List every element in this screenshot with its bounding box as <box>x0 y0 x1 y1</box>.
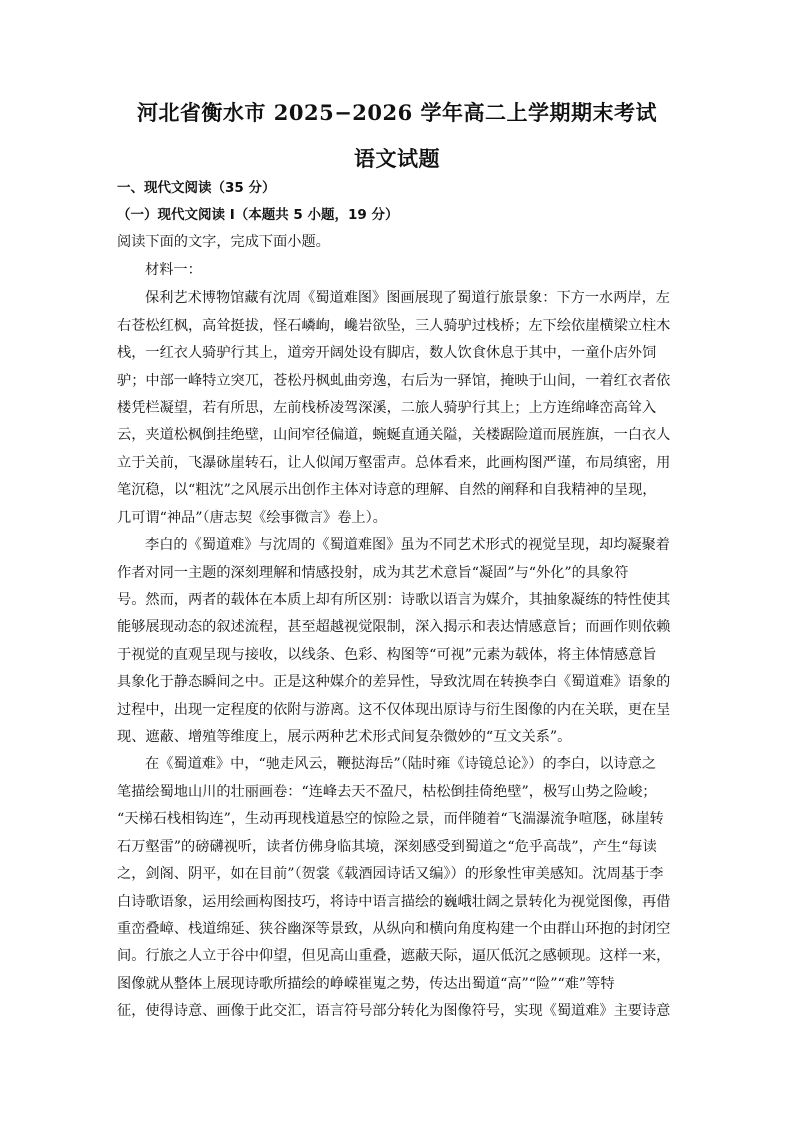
paragraph-line: 石万壑雷”的磅礴视听，读者仿佛身临其境，深刻感受到蜀道之“危乎高哉”，产生“每读 <box>117 839 657 855</box>
paragraph-line: 李白的《蜀道难》与沈周的《蜀道难图》虽为不同艺术形式的视觉呈现，却均凝聚着 <box>145 537 670 553</box>
paragraph-line: 白诗歌语象，运用绘画构图技巧，将诗中语言描绘的巍峨壮阔之景转化为视觉图像，再借 <box>117 894 671 910</box>
paragraph-line: 作者对同一主题的深刻理解和情感投射，成为其艺术意旨“凝固”与“外化”的具象符 <box>117 565 629 581</box>
paragraph-line: “天梯石栈相钩连”，生动再现栈道悬空的惊险之景，而伴随着“飞湍瀑流争喧豗，砯崖转 <box>117 811 664 827</box>
paragraph-line: 楼凭栏凝望，若有所思，左前栈桥凌驾深溪，二旅人骑驴行其上；上方连绵峰峦高耸入 <box>117 400 657 416</box>
paragraph-line: 之，剑阁、阴平，如在目前”（贺裳《载酒园诗话又编》）的形象性审美感知。沈周基于李 <box>117 866 664 882</box>
paragraph-line: 于视觉的直观呈现与接收，以线条、色彩、构图等“可视”元素为载体，将主体情感意旨 <box>117 647 657 663</box>
paragraph-line: 号。然而，两者的载体在本质上却有所区别：诗歌以语言为媒介，其抽象凝练的特性使其 <box>117 592 671 608</box>
paragraph-line: 笔沉稳，以“粗沈”之风展示出创作主体对诗意的理解、自然的阐释和自我精神的呈现， <box>117 482 657 498</box>
paragraph-line: 间。行旅之人立于谷中仰望，但见高山重叠，遮蔽天际，逼仄低沉之感顿现。这样一来， <box>117 948 671 964</box>
paragraph-line: 过程中，出现一定程度的依附与游离。这不仅体现出原诗与衍生图像的内在关联，更在呈 <box>117 702 671 718</box>
paragraph-line: 驴；中部一峰特立突兀，苍松丹枫虬曲旁逸，右后为一驿馆，掩映于山间，一着红衣者依 <box>117 373 671 389</box>
paragraph-line: 立于关前，飞瀑砯崖转石，让人似闻万壑雷声。总体看来，此画构图严谨，布局缜密，用 <box>117 455 671 471</box>
instruction-text: 阅读下面的文字，完成下面小题。 <box>117 234 330 250</box>
paragraph-line: 笔描绘蜀地山川的壮丽画卷：“连峰去天不盈尺，枯松倒挂倚绝壁”，极写山势之险峻； <box>117 784 657 800</box>
section-heading: 一、现代文阅读（35 分） <box>117 180 276 196</box>
exam-title: 河北省衡水市 2025−2026 学年高二上学期期末考试 <box>136 100 658 125</box>
material-label: 材料一： <box>145 262 202 278</box>
subsection-heading: （一）现代文阅读 I（本题共 5 小题，19 分） <box>117 207 399 223</box>
exam-subtitle: 语文试题 <box>354 146 440 171</box>
paragraph-line: 现、遮蔽、增殖等维度上，展示两种艺术形式间复杂微妙的“互文关系”。 <box>117 729 572 745</box>
paragraph-line: 云，夹道松枫倒挂绝壁，山间窄径偏道，蜿蜒直通关隘，关楼踞险道而展旌旗，一白衣人 <box>117 427 671 443</box>
paragraph-line: 在《蜀道难》中，“驰走风云，鞭挞海岳”（陆时雍《诗镜总论》）的李白，以诗意之 <box>145 756 657 772</box>
paragraph-line: 能够展现动态的叙述流程，甚至超越视觉限制，深入揭示和表达情感意旨；而画作则依赖 <box>117 619 671 635</box>
paragraph-line: 保利艺术博物馆藏有沈周《蜀道难图》图画展现了蜀道行旅景象：下方一水两岸，左 <box>145 290 670 306</box>
paragraph-line: 具象化于静态瞬间之中。正是这种媒介的差异性，导致沈周在转换李白《蜀道难》语象的 <box>117 674 671 690</box>
paragraph-line: 征，使得诗意、画像于此交汇，语言符号部分转化为图像符号，实现《蜀道难》主要诗意 <box>117 1003 671 1019</box>
paragraph-line: 栈，一红衣人骑驴行其上，道旁开阔处设有脚店，数人饮食休息于其中，一童仆店外饲 <box>117 345 657 361</box>
paragraph-line: 几可谓“神品”（唐志契《绘事微言》卷上）。 <box>117 510 387 526</box>
paragraph-line: 图像就从整体上展现诗歌所描绘的峥嵘崔嵬之势，传达出蜀道“高”“险”“难”等特 <box>117 976 615 992</box>
paragraph-line: 重峦叠嶂、栈道绵延、狭谷幽深等景致，从纵向和横向角度构建一个由群山环抱的封闭空 <box>117 921 671 937</box>
paragraph-line: 右苍松红枫，高耸挺拔，怪石嶙峋，巉岩欲坠，三人骑驴过栈桥；左下绘依崖横梁立柱木 <box>117 318 671 334</box>
